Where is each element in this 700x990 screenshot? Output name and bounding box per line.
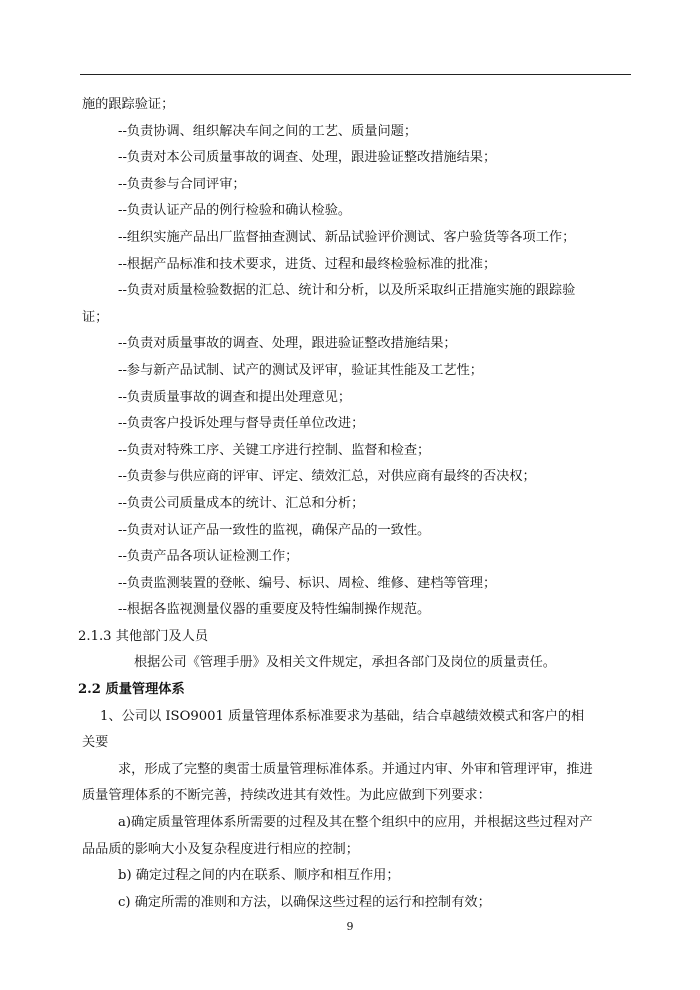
paragraph-line: 1、公司以 ISO9001 质量管理体系标准要求为基础，结合卓越绩效模式和客户的相 — [100, 708, 585, 724]
duty-item: --负责参与合同评审； — [118, 176, 246, 192]
list-item: 品品质的影响大小及复杂程度进行相应的控制； — [82, 841, 359, 857]
duty-item: --负责质量事故的调查和提出处理意见； — [118, 389, 352, 405]
paragraph-line: 根据公司《管理手册》及相关文件规定，承担各部门及岗位的质量责任。 — [134, 655, 556, 671]
duty-item: --负责公司质量成本的统计、汇总和分析； — [118, 495, 365, 511]
duty-item: --负责客户投诉处理与督导责任单位改进； — [118, 416, 365, 432]
duty-item: --负责对本公司质量事故的调查、处理，跟进验证整改措施结果； — [118, 150, 497, 166]
duty-item: --负责对认证产品一致性的监视，确保产品的一致性。 — [118, 522, 431, 538]
list-item: a)确定质量管理体系所需要的过程及其在整个组织中的应用，并根据这些过程对产 — [118, 815, 593, 831]
duty-item: --负责认证产品的例行检验和确认检验。 — [118, 203, 352, 219]
paragraph-line: 关要 — [82, 735, 109, 751]
duty-item: --负责参与供应商的评审、评定、绩效汇总，对供应商有最终的否决权； — [118, 469, 536, 485]
duty-item: --根据产品标准和技术要求，进货、过程和最终检验标准的批准； — [118, 256, 497, 272]
duty-item: --负责产品各项认证检测工作； — [118, 549, 299, 565]
duty-item: --负责对特殊工序、关键工序进行控制、监督和检查； — [118, 442, 431, 458]
duty-item: --组织实施产品出厂监督抽查测试、新品试验评价测试、客户验货等各项工作； — [118, 229, 576, 245]
duty-item: --负责对质量检验数据的汇总、统计和分析，以及所采取纠正措施实施的跟踪验 — [118, 283, 576, 299]
text-line: 证； — [82, 309, 109, 325]
page-number: 9 — [346, 920, 354, 933]
list-item: b) 确定过程之间的内在联系、顺序和相互作用； — [118, 868, 400, 884]
document-body — [78, 92, 630, 916]
section-heading: 2.2 质量管理体系 — [78, 682, 185, 698]
duty-item: --负责监测装置的登帐、编号、标识、周检、维修、建档等管理； — [118, 575, 497, 591]
list-item: c) 确定所需的准则和方法，以确保这些过程的运行和控制有效； — [118, 894, 491, 910]
text-line: 施的跟踪验证； — [82, 97, 175, 112]
paragraph-line: 求，形成了完整的奥雷士质量管理标准体系。并通过内审、外审和管理评审，推进 — [118, 761, 593, 777]
header-rule — [80, 74, 631, 75]
duty-item: --参与新产品试制、试产的测试及评审，验证其性能及工艺性； — [118, 362, 483, 378]
section-heading: 2.1.3 其他部门及人员 — [78, 628, 209, 644]
duty-item: --根据各监视测量仪器的重要度及特性编制操作规范。 — [118, 602, 431, 618]
paragraph-line: 质量管理体系的不断完善，持续改进其有效性。为此应做到下列要求： — [82, 788, 491, 804]
duty-item: --负责对质量事故的调查、处理，跟进验证整改措施结果； — [118, 336, 457, 352]
duty-item: --负责协调、组织解决车间之间的工艺、质量问题； — [118, 123, 418, 139]
